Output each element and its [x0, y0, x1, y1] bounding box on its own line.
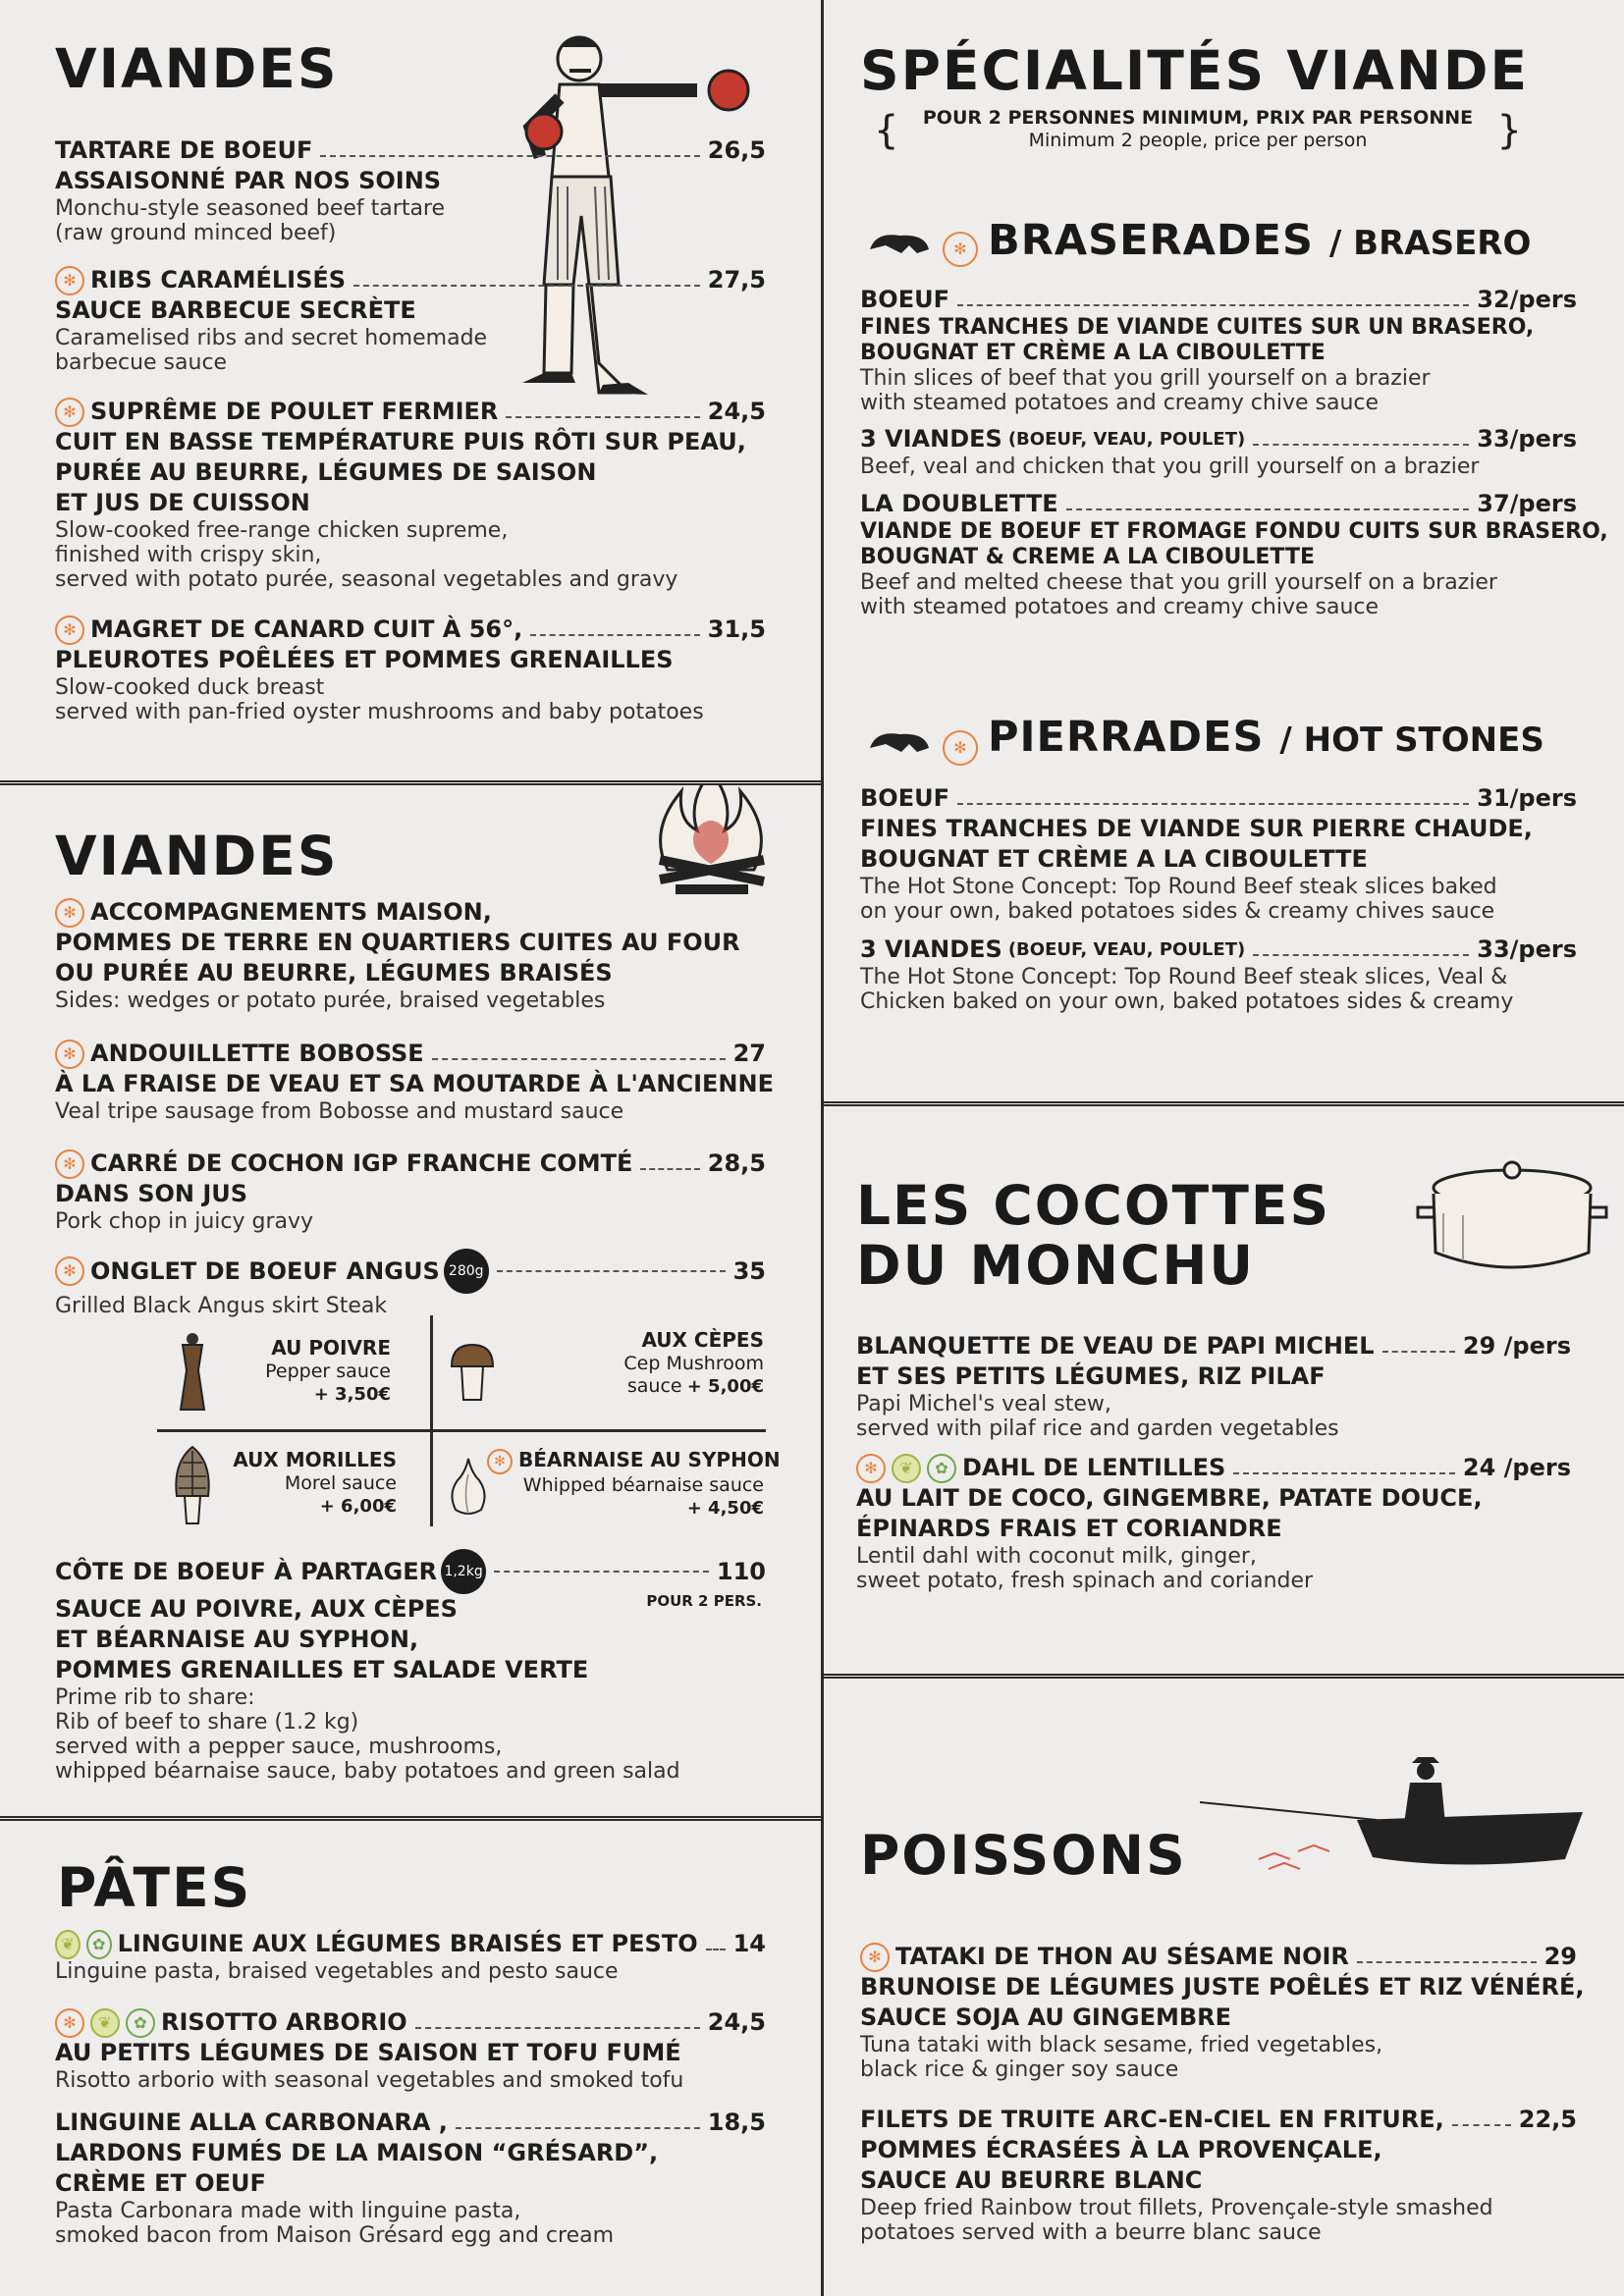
dish-detail: PURÉE AU BEURRE, LÉGUMES DE SAISON: [55, 458, 597, 486]
dish-name: LA DOUBLETTE: [860, 490, 1058, 517]
garlic-icon: [448, 1455, 489, 1520]
menu-item: [55, 1549, 766, 1784]
section-title: PÂTES: [57, 1856, 252, 1919]
dish-detail: POMMES GRENAILLES ET SALADE VERTE: [55, 1656, 589, 1683]
menu-item: [55, 1249, 766, 1318]
dish-name: 3 VIANDES: [860, 425, 1002, 453]
dish-description: served with pilaf rice and garden vegetables: [856, 1416, 1339, 1441]
braserades-subtitle: / BRASERO: [1328, 224, 1532, 263]
leader-dots: [497, 1270, 726, 1272]
dish-description: Beef and melted cheese that you grill yourself on a brazier: [860, 570, 1497, 595]
dish-description: (raw ground minced beef): [55, 221, 337, 245]
gluten-free-icon: ✻: [55, 398, 84, 427]
dish-name: BLANQUETTE DE VEAU DE PAPI MICHEL: [856, 1332, 1375, 1360]
dish-price: 37/pers: [1477, 490, 1577, 517]
leader-dots: [1253, 954, 1469, 956]
dish-description: Veal tripe sausage from Bobosse and mustard sauce: [55, 1099, 624, 1124]
dish-description: served with pan-fried oyster mushrooms and baby potatoes: [55, 700, 704, 724]
sides-line: OU PURÉE AU BEURRE, LÉGUMES BRAISÉS: [55, 959, 613, 987]
sides-block: [55, 897, 766, 1013]
specialites-section: [827, 0, 1624, 1101]
dish-meats: (BOEUF, VEAU, POULET): [1007, 939, 1246, 960]
dish-detail: POMMES ÉCRASÉES À LA PROVENÇALE,: [860, 2136, 1382, 2163]
brace-left: {: [874, 108, 899, 153]
dish-price: 110: [716, 1557, 766, 1585]
dish-name: ANDOUILLETTE BOBOSSE: [90, 1040, 424, 1067]
vegan-sprout-icon: ✿: [126, 2008, 155, 2038]
sauce-name: AUX CÈPES: [641, 1328, 764, 1352]
gluten-free-icon: ✻: [860, 1943, 890, 1972]
dish-name: BOEUF: [860, 784, 949, 812]
leader-dots: [1452, 2124, 1511, 2126]
dish-description: Prime rib to share:: [55, 1685, 255, 1710]
dish-description: Lentil dahl with coconut milk, ginger,: [856, 1544, 1257, 1569]
menu-item: [860, 489, 1608, 619]
dish-detail: PLEUROTES POÊLÉES ET POMMES GRENAILLES: [55, 646, 674, 673]
cep-mushroom-icon: [448, 1341, 497, 1406]
sauce-description: Morel sauce: [284, 1472, 397, 1494]
dish-price: 14: [732, 1930, 766, 1957]
viandes-section-1: [0, 0, 821, 780]
braserades-title: BRASERADES: [988, 216, 1314, 265]
dish-detail: CUIT EN BASSE TEMPÉRATURE PUIS RÔTI SUR PEAU,: [55, 428, 746, 455]
leader-dots: [415, 2027, 700, 2029]
dish-detail: BRUNOISE DE LÉGUMES JUSTE POÊLÉS ET RIZ VÉNÉRÉ,: [860, 1973, 1585, 2001]
dish-description: Linguine pasta, braised vegetables and pesto sauce: [55, 1959, 619, 1984]
gluten-free-icon: ✻: [487, 1449, 513, 1474]
dish-name: RIBS CARAMÉLISÉS: [90, 266, 347, 294]
cocotte-pot-illustration: [1414, 1154, 1610, 1282]
menu-item: [55, 2108, 766, 2248]
dish-name: MAGRET DE CANARD CUIT À 56°,: [90, 615, 523, 643]
sauce-name: AU POIVRE: [271, 1336, 391, 1360]
dish-price: 33/pers: [1477, 425, 1577, 453]
dish-description: sweet potato, fresh spinach and coriander: [856, 1569, 1314, 1593]
dish-price: 27,5: [707, 266, 766, 294]
dish-description: Caramelised ribs and secret homemade: [55, 326, 488, 350]
dish-description: whipped béarnaise sauce, baby potatoes and green salad: [55, 1759, 680, 1784]
note-fr: POUR 2 PERSONNES MINIMUM, PRIX PAR PERSONNE: [922, 107, 1474, 129]
gluten-free-icon: ✻: [943, 730, 978, 766]
section-title: VIANDES: [55, 825, 339, 887]
dish-description: Rib of beef to share (1.2 kg): [55, 1710, 359, 1735]
menu-item: [55, 2007, 766, 2093]
dish-name: SUPRÊME DE POULET FERMIER: [90, 398, 499, 425]
dish-detail: À LA FRAISE DE VEAU ET SA MOUTARDE À L'ANCIENNE: [55, 1070, 774, 1097]
sauce-price: + 3,50€: [313, 1384, 391, 1405]
dish-price: 22,5: [1518, 2106, 1577, 2133]
dish-detail: AU PETITS LÉGUMES DE SAISON ET TOFU FUMÉ: [55, 2039, 681, 2066]
menu-item: [55, 1148, 766, 1234]
meat-cut-icon: [866, 228, 933, 257]
dish-detail: SAUCE SOJA AU GINGEMBRE: [860, 2003, 1232, 2031]
dish-description: Chicken baked on your own, baked potatoes sides & creamy: [860, 989, 1514, 1014]
menu-item: [856, 1331, 1571, 1441]
leader-dots: [320, 155, 699, 157]
leader-dots: [1382, 1351, 1455, 1353]
gluten-free-icon: ✻: [55, 615, 84, 645]
dish-description: Pork chop in juicy gravy: [55, 1209, 314, 1234]
dish-price: 29 /pers: [1462, 1332, 1571, 1360]
sauce-name: BÉARNAISE AU SYPHON: [518, 1448, 781, 1471]
column-divider: [821, 0, 824, 2296]
dish-name: BOEUF: [860, 286, 949, 313]
dish-description: with steamed potatoes and creamy chive sauce: [860, 595, 1380, 619]
dish-description: Grilled Black Angus skirt Steak: [55, 1294, 388, 1318]
menu-item: [860, 934, 1577, 1014]
viandes-section-2: [0, 785, 821, 1816]
dish-description: served with potato purée, seasonal vegetables and gravy: [55, 567, 678, 592]
dish-name: LINGUINE ALLA CARBONARA ,: [55, 2109, 448, 2136]
leader-dots: [640, 1168, 699, 1170]
subsection-title: [988, 713, 1544, 762]
dish-meats: (BOEUF, VEAU, POULET): [1007, 429, 1246, 450]
sauce-name: AUX MORILLES: [233, 1448, 397, 1471]
dish-description: Papi Michel's veal stew,: [856, 1392, 1111, 1416]
gluten-free-icon: ✻: [55, 1149, 84, 1179]
dish-price: 24 /pers: [1462, 1454, 1571, 1481]
sauce-option: [487, 1447, 781, 1520]
dish-price: 31,5: [707, 615, 766, 643]
dish-name: TARTARE DE BOEUF: [55, 136, 313, 164]
dish-description: Thin slices of beef that you grill yourself on a brazier: [860, 366, 1431, 391]
menu-item: [55, 1039, 774, 1124]
section-title: VIANDES: [55, 37, 339, 100]
dish-price: 28,5: [707, 1149, 766, 1177]
dish-price: 24,5: [707, 398, 766, 425]
dish-description: potatoes served with a beurre blanc sauce: [860, 2220, 1322, 2245]
note-en: Minimum 2 people, price per person: [1028, 130, 1368, 151]
gluten-free-icon: ✻: [856, 1454, 886, 1483]
menu-item: [55, 135, 766, 245]
sides-line: ACCOMPAGNEMENTS MAISON,: [90, 898, 492, 926]
dish-detail: AU LAIT DE COCO, GINGEMBRE, PATATE DOUCE,: [856, 1484, 1483, 1512]
sides-description: Sides: wedges or potato purée, braised vegetables: [55, 988, 606, 1013]
dish-description: barbecue sauce: [55, 350, 228, 375]
weight-badge: 1,2kg: [441, 1549, 486, 1594]
dish-price: 18,5: [707, 2109, 766, 2136]
serving-note: POUR 2 PERS.: [646, 1592, 762, 1610]
gluten-free-icon: ✻: [943, 232, 978, 267]
dish-price: 27: [732, 1040, 766, 1067]
leader-dots: [957, 304, 1469, 306]
dish-description: served with a pepper sauce, mushrooms,: [55, 1735, 503, 1759]
dish-detail: FINES TRANCHES DE VIANDE CUITES SUR UN BRASERO,: [860, 315, 1535, 340]
sauce-description: Cep Mushroom: [623, 1353, 764, 1374]
dish-detail: SAUCE AU BEURRE BLANC: [860, 2166, 1203, 2194]
dish-name: TATAKI DE THON AU SÉSAME NOIR: [895, 1943, 1349, 1970]
vegan-sprout-icon: ✿: [86, 1930, 112, 1959]
dish-name: 3 VIANDES: [860, 935, 1002, 963]
gluten-free-icon: ✻: [55, 266, 84, 295]
gluten-free-icon: ✻: [55, 1256, 84, 1286]
dish-name: FILETS DE TRUITE ARC-EN-CIEL EN FRITURE,: [860, 2106, 1444, 2133]
leader-dots: [1253, 444, 1469, 446]
dish-description: Slow-cooked free-range chicken supreme,: [55, 518, 509, 543]
dish-detail: FINES TRANCHES DE VIANDE SUR PIERRE CHAUDE,: [860, 815, 1533, 842]
dish-description: The Hot Stone Concept: Top Round Beef steak slices baked: [860, 875, 1497, 899]
dish-detail: SAUCE BARBECUE SECRÈTE: [55, 296, 416, 324]
dish-detail: ASSAISONNÉ PAR NOS SOINS: [55, 167, 442, 194]
menu-item: [55, 614, 766, 724]
dish-description: Slow-cooked duck breast: [55, 675, 325, 700]
dish-detail: DANS SON JUS: [55, 1180, 248, 1207]
gluten-free-icon: ✻: [55, 898, 84, 928]
dish-description: The Hot Stone Concept: Top Round Beef steak slices, Veal &: [860, 965, 1508, 989]
dish-name: RISOTTO ARBORIO: [161, 2008, 407, 2036]
weight-badge: 280g: [444, 1249, 489, 1294]
dish-detail: ET JUS DE CUISSON: [55, 489, 310, 516]
menu-item: [860, 1942, 1585, 2082]
dish-price: 33/pers: [1477, 935, 1577, 963]
dish-description: Beef, veal and chicken that you grill yourself on a brazier: [860, 454, 1480, 479]
dish-price: 35: [732, 1256, 766, 1285]
vegetarian-leaf-icon: ❦: [55, 1930, 81, 1959]
leader-dots: [1357, 1961, 1537, 1963]
leader-dots: [353, 285, 700, 287]
sauce-price: + 6,00€: [319, 1496, 397, 1517]
dish-detail: BOUGNAT ET CRÈME A LA CIBOULETTE: [860, 845, 1368, 873]
vegetarian-leaf-icon: ❦: [90, 2008, 120, 2038]
dish-price: 29: [1543, 1943, 1577, 1970]
fisherman-boat-illustration: [1200, 1741, 1593, 1879]
pierrades-subtitle: / HOT STONES: [1279, 721, 1544, 760]
section-title: SPÉCIALITÉS VIANDE: [860, 39, 1530, 102]
dish-detail: VIANDE DE BOEUF ET FROMAGE FONDU CUITS SUR BRASERO,: [860, 519, 1608, 544]
gluten-free-icon: ✻: [55, 1040, 84, 1069]
sauce-description: Whipped béarnaise sauce: [522, 1473, 764, 1496]
sauce-option: [216, 1447, 397, 1518]
dish-description: black rice & ginger soy sauce: [860, 2057, 1179, 2082]
section-title: [856, 1176, 1330, 1295]
leader-dots: [494, 1571, 709, 1573]
menu-item: [55, 265, 766, 375]
dish-name: CARRÉ DE COCHON IGP FRANCHE COMTÉ: [90, 1149, 633, 1177]
sauce-option: [550, 1327, 764, 1398]
dish-description: Monchu-style seasoned beef tartare: [55, 196, 446, 221]
menu-item: [860, 783, 1577, 924]
dish-detail: LARDONS FUMÉS DE LA MAISON “GRÉSARD”,: [55, 2139, 659, 2166]
dish-description: Deep fried Rainbow trout fillets, Provençale-style smashed: [860, 2196, 1493, 2220]
cocottes-section: [827, 1107, 1624, 1672]
dish-price: 24,5: [707, 2008, 766, 2036]
leader-dots: [456, 2127, 700, 2129]
dish-description: finished with crispy skin,: [55, 543, 322, 567]
pepper-mill-icon: [175, 1331, 210, 1414]
meat-cut-icon: [866, 726, 933, 756]
menu-item: [856, 1453, 1571, 1593]
menu-item: [860, 2105, 1577, 2245]
leader-dots: [1233, 1472, 1455, 1474]
dish-price: 26,5: [707, 136, 766, 164]
dish-description: Pasta Carbonara made with linguine pasta,: [55, 2199, 521, 2223]
dish-detail: ÉPINARDS FRAIS ET CORIANDRE: [856, 1515, 1282, 1542]
sauce-option: [216, 1335, 391, 1406]
section-divider: [824, 1101, 1624, 1106]
menu-item: [860, 424, 1577, 479]
leader-dots: [506, 416, 699, 418]
morel-mushroom-icon: [171, 1443, 214, 1527]
dish-description: on your own, baked potatoes sides & creamy chives sauce: [860, 899, 1495, 924]
vegan-sprout-icon: ✿: [927, 1454, 956, 1483]
dish-price: 32/pers: [1477, 286, 1577, 313]
sauce-price: + 4,50€: [686, 1497, 764, 1519]
minimum-note: [874, 106, 1522, 151]
sauce-description: sauce: [626, 1375, 682, 1397]
menu-item: [860, 285, 1577, 415]
dish-description: Risotto arborio with seasonal vegetables and smoked tofu: [55, 2068, 684, 2093]
dish-detail: BOUGNAT ET CRÈME A LA CIBOULETTE: [860, 341, 1326, 365]
dish-description: smoked bacon from Maison Grésard egg and cream: [55, 2223, 615, 2248]
dish-description: Tuna tataki with black sesame, fried vegetables,: [860, 2033, 1383, 2057]
dish-name: LINGUINE AUX LÉGUMES BRAISÉS ET PESTO: [117, 1930, 698, 1957]
menu-item: [55, 1929, 766, 1984]
leader-dots: [706, 1949, 726, 1950]
fire-illustration: [646, 785, 776, 909]
gluten-free-icon: ✻: [55, 2008, 84, 2038]
subsection-title: [988, 216, 1531, 265]
title-line-2: DU MONCHU: [856, 1233, 1256, 1297]
sauce-grid-divider: [430, 1315, 433, 1526]
pierrades-title: PIERRADES: [988, 713, 1265, 762]
sauce-description: Pepper sauce: [265, 1361, 391, 1382]
leader-dots: [1066, 508, 1470, 510]
dish-name: CÔTE DE BOEUF À PARTAGER: [55, 1557, 438, 1585]
section-title: POISSONS: [860, 1824, 1187, 1887]
dish-name: ONGLET DE BOEUF ANGUS: [90, 1256, 440, 1285]
sides-line: POMMES DE TERRE EN QUARTIERS CUITES AU FOUR: [55, 929, 740, 956]
title-line-1: LES COCOTTES: [856, 1174, 1331, 1237]
dish-description: with steamed potatoes and creamy chive sauce: [860, 391, 1380, 415]
sauce-grid-divider: [157, 1429, 766, 1432]
menu-item: [55, 397, 766, 592]
dish-price: 31/pers: [1477, 784, 1577, 812]
dish-detail: ET BÉARNAISE AU SYPHON,: [55, 1626, 419, 1653]
dish-name: DAHL DE LENTILLES: [962, 1454, 1226, 1481]
brace-right: }: [1496, 108, 1522, 153]
dish-detail: ET SES PETITS LÉGUMES, RIZ PILAF: [856, 1362, 1326, 1390]
sauce-price: + 5,00€: [686, 1376, 764, 1397]
pates-section: [0, 1821, 821, 2296]
dish-detail: SAUCE AU POIVRE, AUX CÈPES: [55, 1595, 458, 1623]
leader-dots: [530, 634, 700, 636]
vegetarian-leaf-icon: ❦: [892, 1454, 921, 1483]
poissons-section: [827, 1679, 1624, 2296]
dish-detail: BOUGNAT & CREME A LA CIBOULETTE: [860, 545, 1315, 569]
dish-detail: CRÈME ET OEUF: [55, 2169, 266, 2197]
leader-dots: [432, 1058, 726, 1060]
leader-dots: [957, 803, 1469, 805]
